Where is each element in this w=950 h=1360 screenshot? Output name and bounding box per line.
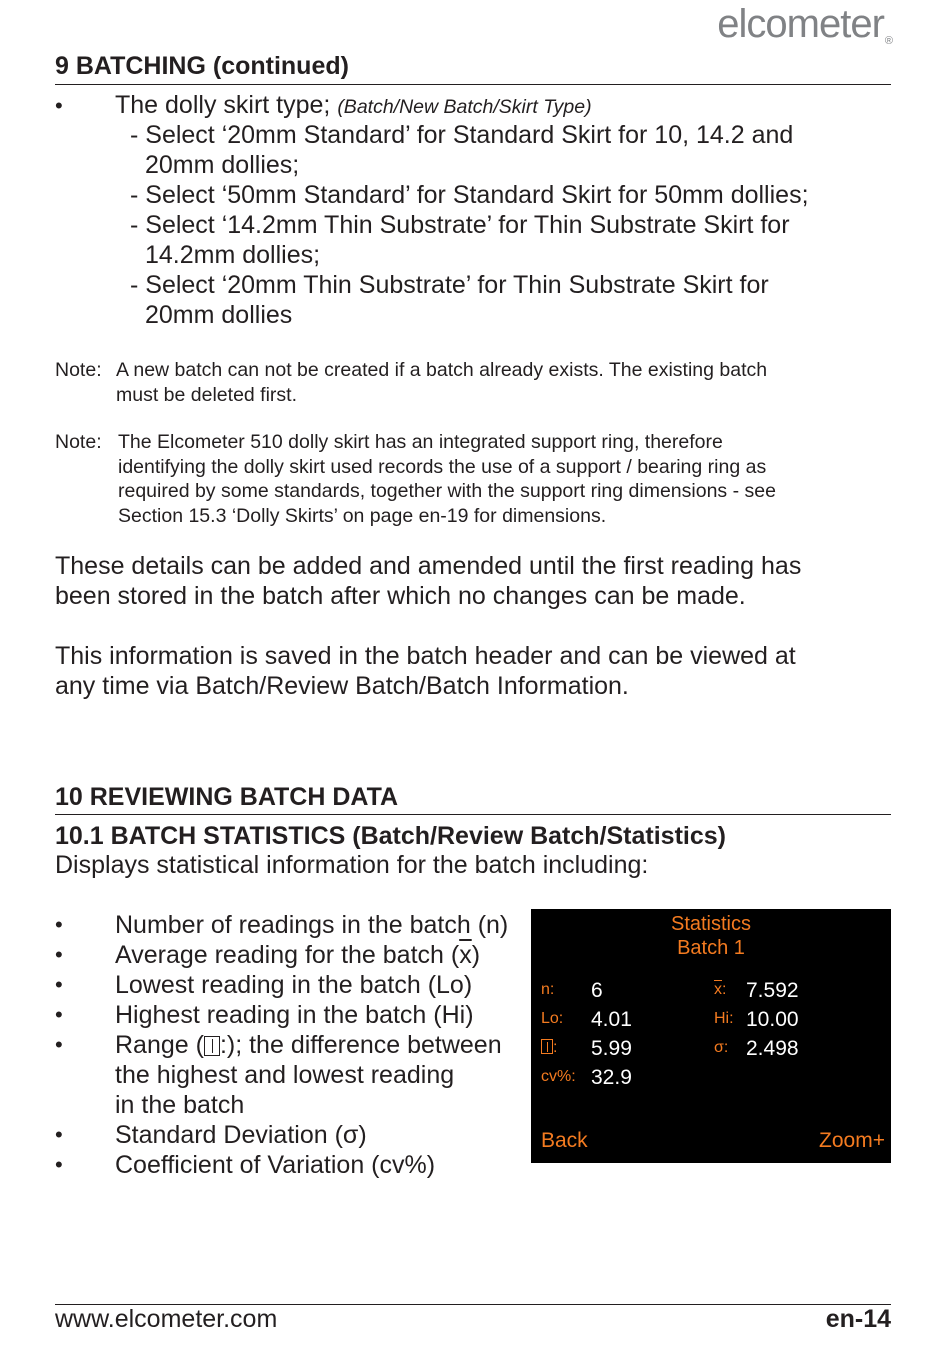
list-item-text: Lowest reading in the batch (Lo) (115, 971, 473, 999)
lo-label: Lo: (541, 1010, 564, 1027)
hi-label: Hi: (714, 1010, 734, 1027)
bullet-dot: • (55, 942, 63, 967)
note-1-text (116, 358, 767, 407)
mean-icon: $\overline{x}$ (714, 981, 722, 998)
header-info-paragraph (55, 641, 796, 701)
bullet-dot: • (55, 1152, 63, 1177)
n-label: n: (541, 981, 555, 998)
list-item-text: Coefficient of Variation (cv%) (115, 1151, 436, 1179)
gauge-statistics-screen (531, 909, 891, 1163)
bullet-dot: • (55, 972, 63, 997)
heading-rule (55, 814, 891, 815)
mean-symbol: $\overline{x}$ (459, 941, 472, 969)
list-item (55, 1150, 525, 1180)
screen-subtitle: Batch 1 (677, 937, 745, 959)
list-item (55, 970, 525, 1000)
list-item (55, 910, 525, 940)
skirt-option-line: 20mm dollies (145, 301, 293, 329)
range-colon: : (553, 1039, 558, 1056)
note-2-label: Note: (55, 431, 102, 453)
note-2-text (118, 430, 776, 528)
skirt-option-line: - Select ‘50mm Standard’ for Standard Skirt for 50mm dollies; (130, 181, 809, 209)
note-line: required by some standards, together with the support ring dimensions - see (118, 480, 776, 502)
list-item-text: the highest and lowest reading (115, 1061, 455, 1089)
skirt-type-bullet (115, 90, 592, 122)
skirt-option-line: 14.2mm dollies; (145, 241, 321, 269)
note-line: identifying the dolly skirt used records the use of a support / bearing ring as (118, 455, 767, 478)
paragraph-line: been stored in the batch after which no changes can be made. (55, 582, 746, 610)
list-item-text: :); the difference between (219, 1031, 502, 1059)
back-softkey[interactable]: Back (541, 1129, 588, 1152)
mean-label (714, 981, 726, 999)
list-item-text: Highest reading in the batch (Hi) (115, 1001, 474, 1029)
skirt-option-line: - Select ‘20mm Standard’ for Standard Skirt for 10, 14.2 and (130, 121, 794, 149)
skirt-option-line: - Select ‘20mm Thin Substrate’ for Thin Substrate Skirt for (130, 271, 769, 299)
skirt-type-text: The dolly skirt type; (115, 91, 331, 119)
skirt-options (130, 120, 809, 330)
bullet-dot: • (55, 1002, 63, 1027)
mean-value: 7.592 (746, 979, 799, 1002)
skirt-option-line: 20mm dollies; (145, 151, 300, 179)
amend-paragraph (55, 551, 801, 611)
skirt-type-path: (Batch/New Batch/Skirt Type) (337, 96, 592, 118)
bullet-dot: • (55, 912, 63, 937)
skirt-option-line: - Select ‘14.2mm Thin Substrate’ for Thin Substrate Skirt for (130, 211, 790, 239)
statistics-list (55, 910, 525, 1180)
bullet-dot: • (55, 1122, 63, 1147)
elcometer-logo (717, 2, 892, 47)
list-item (55, 1120, 525, 1150)
list-item (55, 1030, 525, 1120)
cv-value: 32.9 (591, 1066, 632, 1089)
section-10-1-heading: 10.1 BATCH STATISTICS (Batch/Review Batch/Statistics) (55, 822, 726, 850)
bullet-dot: • (55, 1032, 63, 1057)
sd-label: σ: (714, 1039, 729, 1056)
logo-text: elcometer (717, 2, 884, 46)
section-9-heading: 9 BATCHING (continued) (55, 52, 349, 80)
heading-rule (55, 84, 891, 85)
n-value: 6 (591, 979, 603, 1002)
paragraph-line: any time via Batch/Review Batch/Batch Information. (55, 672, 629, 700)
note-line: A new batch can not be created if a batch already exists. The existing batch (116, 359, 768, 381)
list-item (55, 1000, 525, 1030)
hi-value: 10.00 (746, 1008, 799, 1031)
list-item-text: Range ( (115, 1031, 204, 1059)
page-number: en-14 (825, 1305, 891, 1333)
list-item-text: Average reading for the batch ( (115, 941, 460, 969)
statistics-intro: Displays statistical information for the batch including: (55, 851, 649, 879)
bullet-dot: • (55, 93, 63, 118)
registered-mark: ® (884, 35, 892, 47)
zoom-softkey[interactable]: Zoom+ (819, 1129, 885, 1152)
screen-title: Statistics (670, 913, 752, 935)
paragraph-line: This information is saved in the batch header and can be viewed at (55, 642, 796, 670)
note-line: The Elcometer 510 dolly skirt has an integrated support ring, therefore (118, 431, 723, 453)
sd-value: 2.498 (746, 1037, 799, 1060)
footer-url[interactable]: www.elcometer.com (55, 1305, 278, 1333)
list-item-text: Standard Deviation (σ) (115, 1121, 367, 1149)
range-label (541, 1039, 557, 1057)
list-item-text: ) (471, 941, 481, 969)
note-1-label: Note: (55, 359, 102, 381)
note-line: Section 15.3 ‘Dolly Skirts’ on page en-19 for dimensions. (118, 504, 607, 527)
range-value: 5.99 (591, 1037, 632, 1060)
range-icon (204, 1036, 220, 1056)
list-item (55, 940, 525, 970)
range-icon (541, 1039, 553, 1054)
paragraph-line: These details can be added and amended until the first reading has (55, 552, 802, 580)
mean-colon: : (722, 981, 727, 998)
section-10-heading: 10 REVIEWING BATCH DATA (55, 783, 399, 811)
lo-value: 4.01 (591, 1008, 632, 1031)
list-item-text: in the batch (115, 1091, 245, 1119)
cv-label: cv%: (541, 1068, 576, 1085)
note-line: must be deleted first. (116, 383, 298, 406)
list-item-text: Number of readings in the batch (n) (115, 911, 509, 939)
